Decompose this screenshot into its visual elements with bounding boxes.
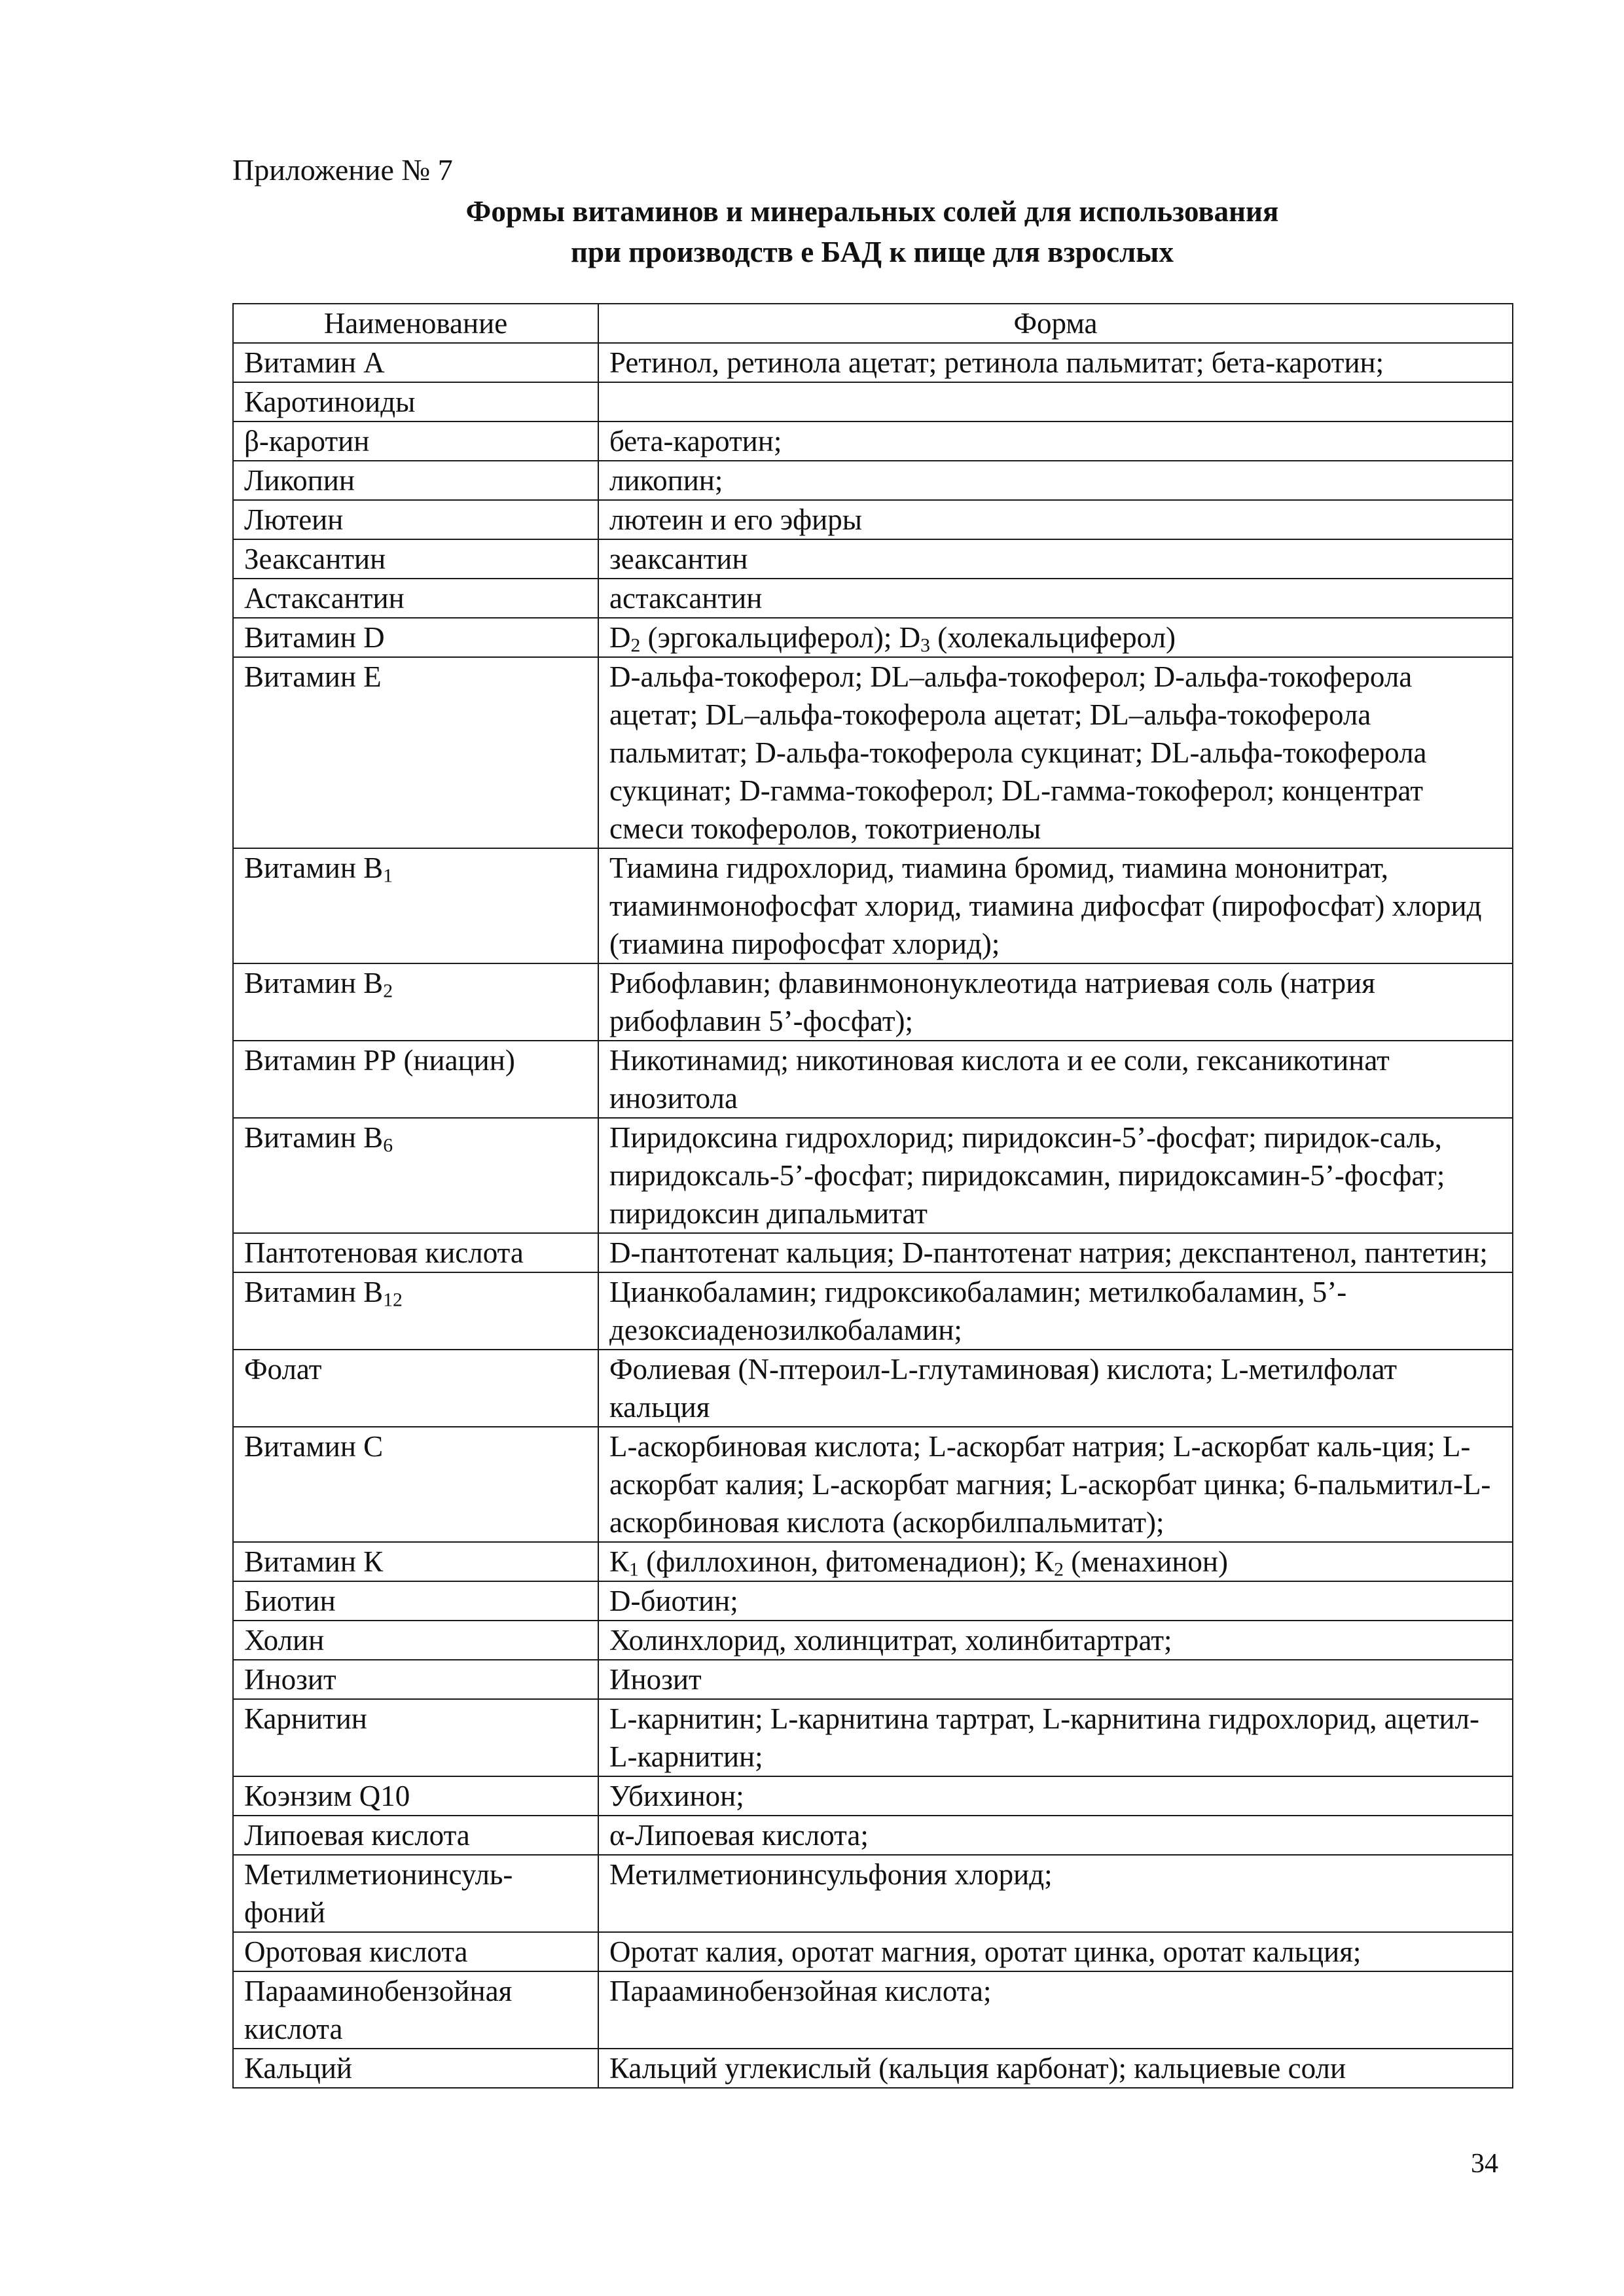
table-row [233, 1118, 1513, 1233]
cell-name: Витамин Е [233, 657, 598, 848]
table-row [233, 1427, 1513, 1542]
table-body [233, 343, 1513, 2088]
table-row [233, 1621, 1513, 1660]
cell-name: Пантотеновая кислота [233, 1233, 598, 1272]
cell-name: Ликопин [233, 461, 598, 500]
cell-form: лютеин и его эфиры [598, 500, 1513, 539]
table-row [233, 1350, 1513, 1427]
cell-form: Инозит [598, 1660, 1513, 1699]
table-row [233, 343, 1513, 382]
cell-form: Ретинол, ретинола ацетат; ретинола пальмитат; бета-каротин; [598, 343, 1513, 382]
cell-form [598, 382, 1513, 422]
cell-form: Тиамина гидрохлорид, тиамина бромид, тиамина мононитрат, тиаминмонофосфат хлорид, тиамина дифосфат (пирофосфат) хлорид (тиамина пирофосфат хлорид); [598, 848, 1513, 963]
table-row [233, 539, 1513, 579]
cell-name: Витамин $В_1$ [233, 848, 598, 963]
table-row [233, 848, 1513, 963]
document-title-line-2: при производств е БАД к пище для взрослых [571, 236, 1174, 268]
cell-name: Биотин [233, 1581, 598, 1621]
cell-name: Лютеин [233, 500, 598, 539]
column-header-form: Форма [598, 304, 1513, 343]
cell-name: Витамин $В_6$ [233, 1118, 598, 1233]
cell-form: D-пантотенат кальция; D-пантотенат натрия; декспантенол, пантетин; [598, 1233, 1513, 1272]
cell-name: Липоевая кислота [233, 1816, 598, 1855]
cell-name: Витамин D [233, 618, 598, 657]
table-row [233, 963, 1513, 1041]
cell-name: Витамин $В_{12}$ [233, 1272, 598, 1350]
cell-name: Зеаксантин [233, 539, 598, 579]
cell-form: Оротат калия, оротат магния, оротат цинка, оротат кальция; [598, 1932, 1513, 1971]
column-header-name: Наименование [233, 304, 598, 343]
cell-form: Пиридоксина гидрохлорид; пиридоксин-5’-фосфат; пиридок-саль, пиридоксаль-5’-фосфат; пиридоксамин, пиридоксамин-5’-фосфат; пиридоксин дипальмитат [598, 1118, 1513, 1233]
cell-form: $К_1$ (филлохинон, фитоменадион); $К_2$ (менахинон) [598, 1542, 1513, 1581]
table-row [233, 1660, 1513, 1699]
cell-name: Холин [233, 1621, 598, 1660]
cell-form: зеаксантин [598, 539, 1513, 579]
table-row [233, 1971, 1513, 2049]
cell-name: Фолат [233, 1350, 598, 1427]
table-row [233, 1542, 1513, 1581]
cell-name: Инозит [233, 1660, 598, 1699]
table-row [233, 1776, 1513, 1816]
cell-name: Витамин А [233, 343, 598, 382]
cell-form: Никотинамид; никотиновая кислота и ее соли, гексаникотинат инозитола [598, 1041, 1513, 1118]
table-row [233, 382, 1513, 422]
cell-form: Кальций углекислый (кальция карбонат); кальциевые соли [598, 2049, 1513, 2088]
cell-form: D-альфа-токоферол; DL–альфа-токоферол; D-альфа-токоферола ацетат; DL–альфа-токоферола ацетат; DL–альфа-токоферола пальмитат; D-альфа-токоферола сукцинат; DL-альфа-токоферола сукцинат; D-гамма-токоферол; DL-гамма-токоферол; концентрат смеси токоферолов, токотриенолы [598, 657, 1513, 848]
cell-form: Рибофлавин; флавинмононуклеотида натриевая соль (натрия рибофлавин 5’-фосфат); [598, 963, 1513, 1041]
cell-form: Убихинон; [598, 1776, 1513, 1816]
table-row [233, 2049, 1513, 2088]
cell-form: L-карнитин; L-карнитина тартрат, L-карнитина гидрохлорид, ацетил-L-карнитин; [598, 1699, 1513, 1776]
page-number: 34 [1471, 2149, 1498, 2179]
table-row [233, 1932, 1513, 1971]
cell-name: Парааминобензойная кислота [233, 1971, 598, 2049]
table-row [233, 461, 1513, 500]
table-row [233, 618, 1513, 657]
cell-form: α-Липоевая кислота; [598, 1816, 1513, 1855]
vitamins-table [232, 303, 1513, 2089]
cell-form: Фолиевая (N-птероил-L-глутаминовая) кислота; L-метилфолат кальция [598, 1350, 1513, 1427]
table-row [233, 1272, 1513, 1350]
table-row [233, 1699, 1513, 1776]
cell-name: Астаксантин [233, 579, 598, 618]
cell-name: Витамин С [233, 1427, 598, 1542]
table-row [233, 422, 1513, 461]
cell-form: Парааминобензойная кислота; [598, 1971, 1513, 2049]
cell-name: Метилметионинсуль-фоний [233, 1855, 598, 1932]
cell-form: Цианкобаламин; гидроксикобаламин; метилкобаламин, 5’-дезоксиаденозилкобаламин; [598, 1272, 1513, 1350]
cell-name: Оротовая кислота [233, 1932, 598, 1971]
appendix-label: Приложение № 7 [232, 153, 453, 187]
cell-name: Каротиноиды [233, 382, 598, 422]
document-title-line-1: Формы витаминов и минеральных солей для использования [465, 195, 1279, 228]
cell-name: Коэнзим Q10 [233, 1776, 598, 1816]
cell-name: β-каротин [233, 422, 598, 461]
cell-form: Холинхлорид, холинцитрат, холинбитартрат; [598, 1621, 1513, 1660]
cell-form: L-аскорбиновая кислота; L-аскорбат натрия; L-аскорбат каль-ция; L-аскорбат калия; L-аскорбат магния; L-аскорбат цинка; 6-пальмитил-L-аскорбиновая кислота (аскорбилпальмитат); [598, 1427, 1513, 1542]
cell-name: Витамин $В_2$ [233, 963, 598, 1041]
table-header-row [233, 304, 1513, 343]
table-row [233, 579, 1513, 618]
table-row [233, 1816, 1513, 1855]
table-row [233, 1041, 1513, 1118]
document-title [232, 191, 1512, 272]
cell-form: астаксантин [598, 579, 1513, 618]
table-row [233, 1855, 1513, 1932]
cell-form: Метилметионинсульфония хлорид; [598, 1855, 1513, 1932]
cell-name: Витамин К [233, 1542, 598, 1581]
table-row [233, 1233, 1513, 1272]
table-row [233, 1581, 1513, 1621]
cell-form: бета-каротин; [598, 422, 1513, 461]
cell-form: $D_2$ (эргокальциферол); $D_3$ (холекальциферол) [598, 618, 1513, 657]
cell-form: D-биотин; [598, 1581, 1513, 1621]
cell-name: Карнитин [233, 1699, 598, 1776]
table-row [233, 657, 1513, 848]
cell-name: Кальций [233, 2049, 598, 2088]
table-row [233, 500, 1513, 539]
cell-form: ликопин; [598, 461, 1513, 500]
cell-name: Витамин РР (ниацин) [233, 1041, 598, 1118]
